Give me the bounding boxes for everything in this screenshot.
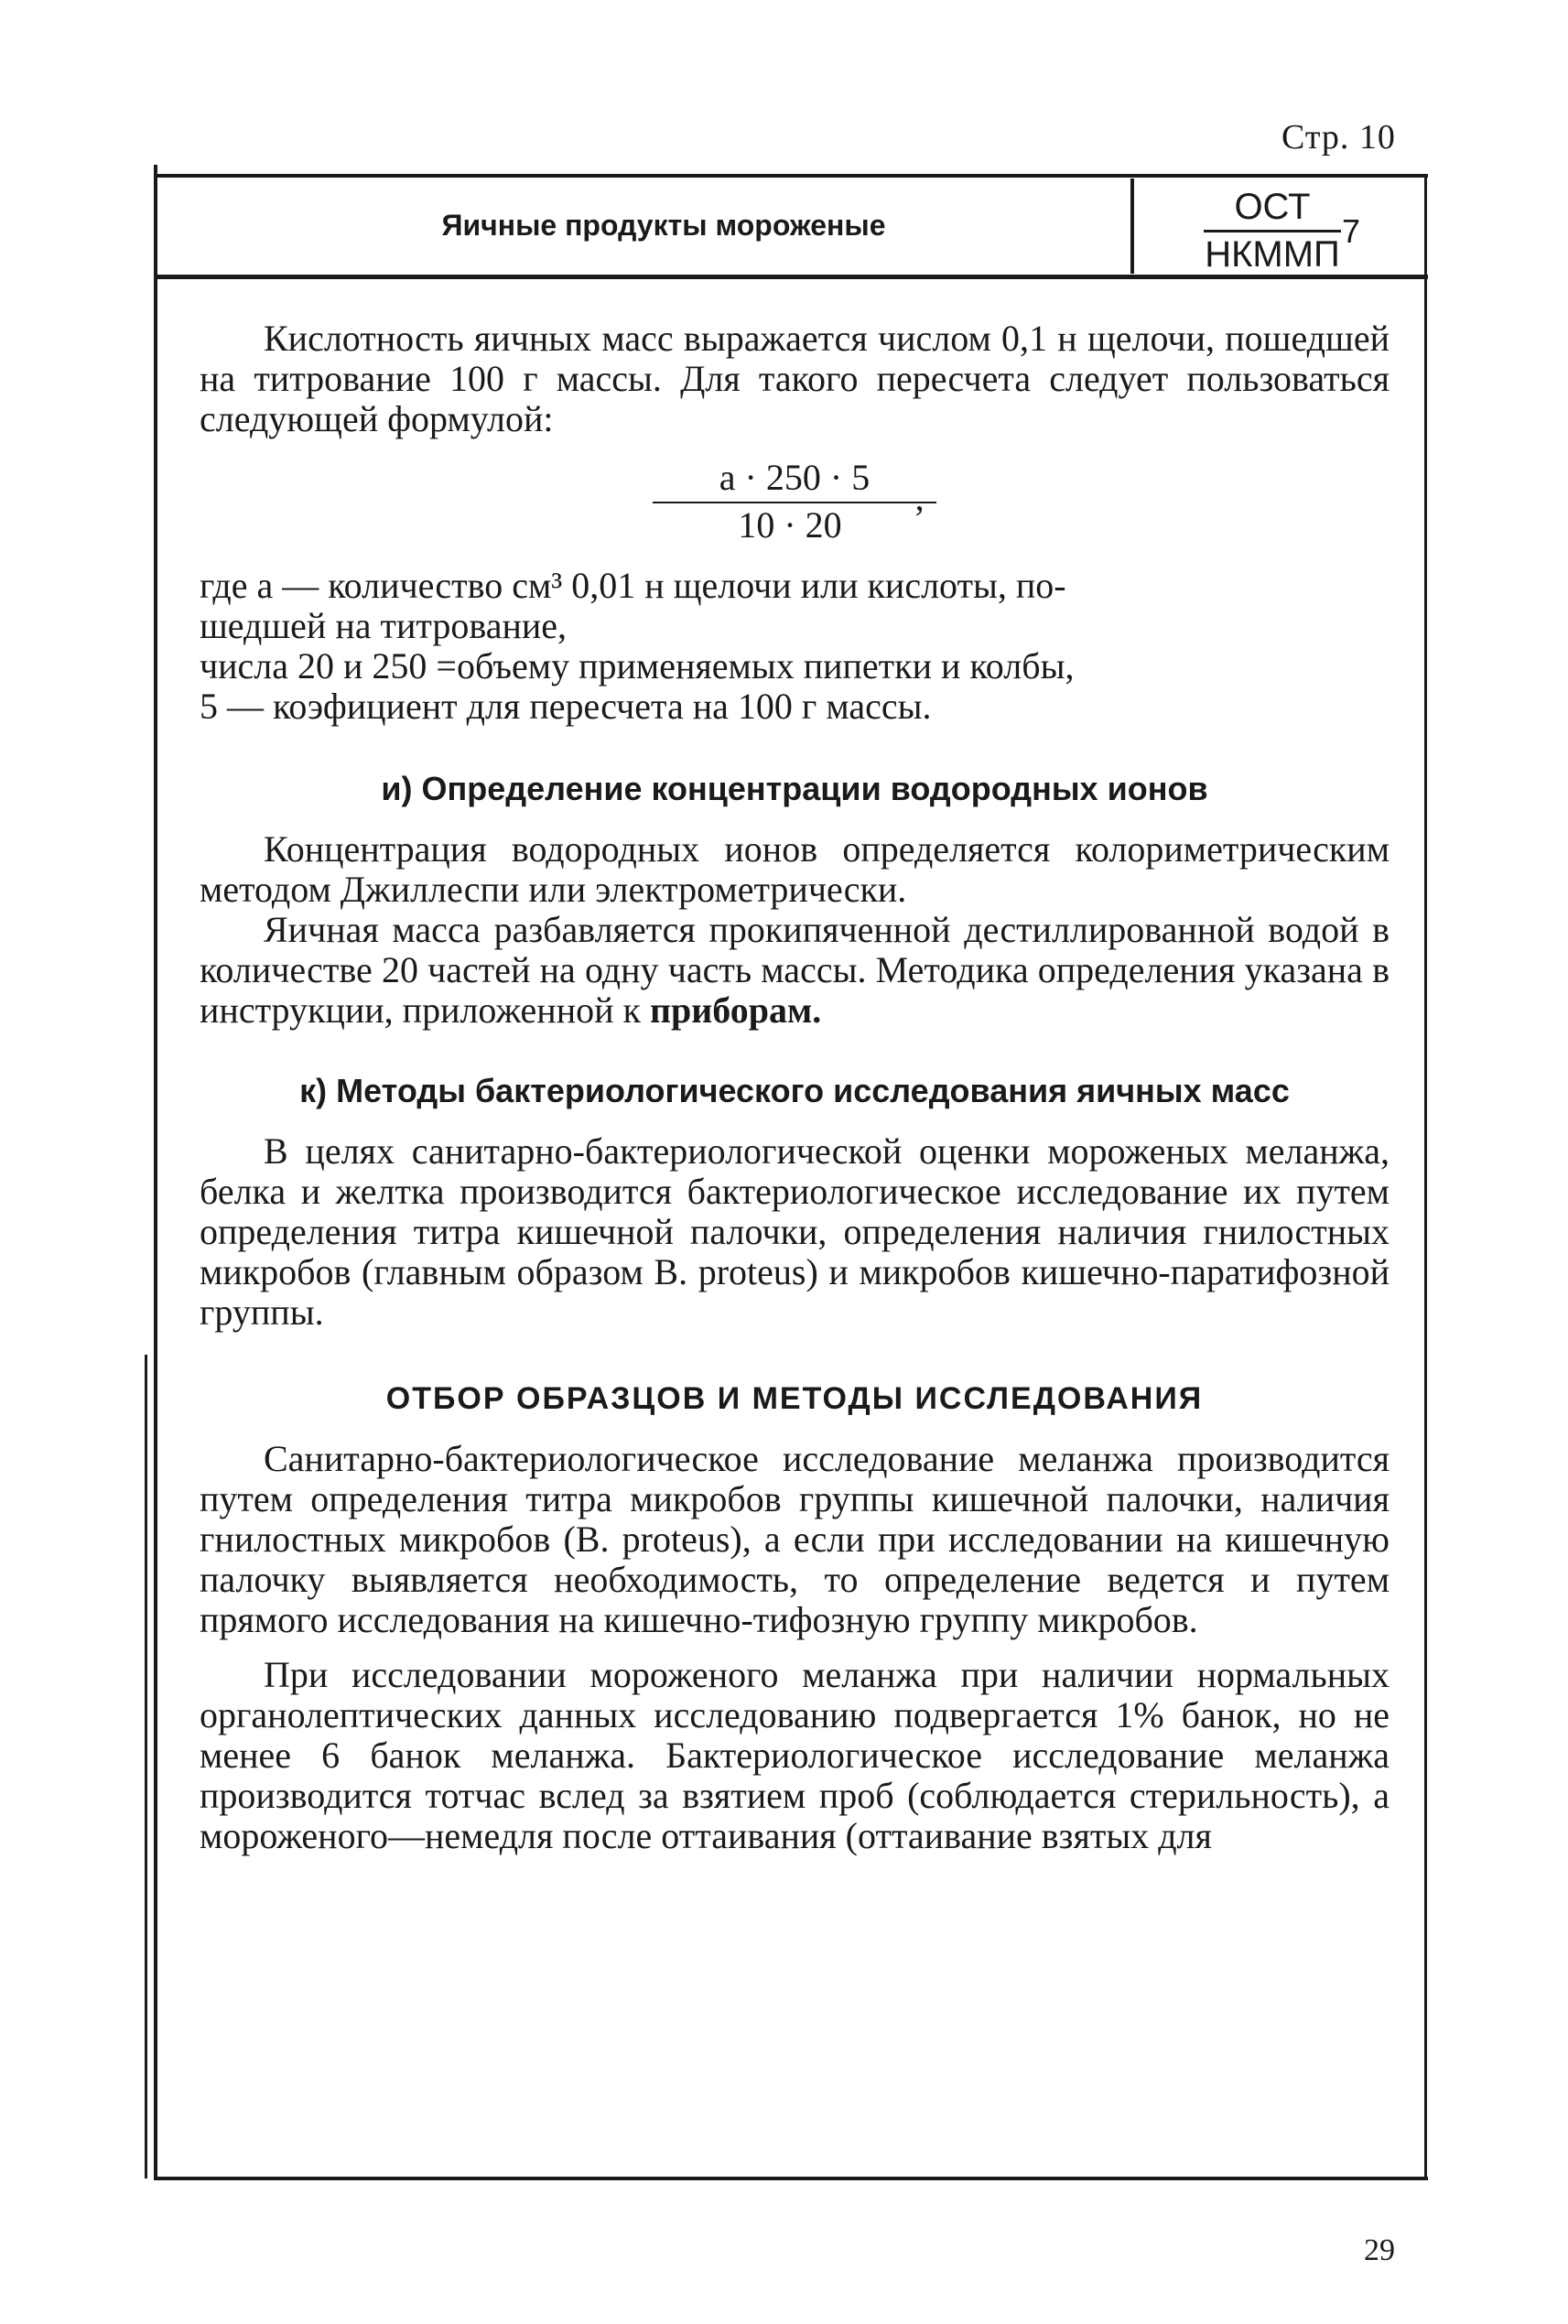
formula-numerator: a · 250 · 5	[719, 457, 871, 498]
document-title: Яичные продукты мороженые	[441, 209, 886, 242]
frame-left-rule	[154, 165, 157, 2178]
standard-code-bottom: НКММП	[1205, 234, 1340, 275]
formula-trailing-comma: ,	[914, 477, 925, 518]
standard-code-top: ОСТ	[1234, 187, 1311, 227]
heading-bacteriological-methods: к) Методы бактериологического исследования яичных масс	[299, 1072, 1290, 1109]
acidity-formula	[653, 458, 936, 546]
paragraph-sampling-2: При исследовании мороженого меланжа при наличии нормальных органолептических данных исследованию подвергается 1% банок, но не менее 6 банок меланжа. Бактериологическое исследование меланжа производится тотчас вслед за взятием проб (соблюдается стерильность), а мороженого—немедля после оттаивания (оттаивание взятых для	[200, 1654, 1390, 1856]
standard-code	[1181, 187, 1364, 276]
heading-sampling: ОТБОР ОБРАЗЦОВ И МЕТОДЫ ИССЛЕДОВАНИЯ	[385, 1381, 1204, 1416]
standard-number: 7	[1342, 212, 1361, 250]
frame-left-rule-outer	[145, 1355, 147, 2178]
frame-right-rule	[1424, 174, 1427, 2178]
paragraph-sampling-1: Санитарно-бактериологическое исследование меланжа производится путем определения титра микробов группы кишечной палочки, наличия гнилостных микробов (B. proteus), а если при исследовании на кишечную палочку выявляется необходимость, то определение ведется и путем прямого исследования на кишечно-тифозную группу микробов.	[200, 1438, 1390, 1640]
heading-hydrogen-ions: и) Определение концентрации водородных ионов	[381, 770, 1208, 807]
header-top-rule	[154, 174, 1428, 178]
paragraph-acidity: Кислотность яичных масс выражается числом 0,1 н щелочи, пошедшей на титрование 100 г массы. Для такого пересчета следует пользоваться следующей формулой:	[200, 318, 1390, 439]
standard-code-divider	[1204, 230, 1341, 232]
page-number: 29	[1364, 2233, 1395, 2267]
page-content	[200, 319, 1390, 1856]
paragraph-sanitary-assessment: В целях санитарно-бактериологической оценки мороженых меланжа, белка и желтка производится бактериологическое исследование их путем определения титра кишечной палочки, определения наличия гнилостных микробов (главным образом B. proteus) и микробов кишечно-паратифозной группы.	[200, 1130, 1390, 1333]
header-separator	[1130, 178, 1134, 274]
formula-where-line-2: числа 20 и 250 =объему применяемых пипетки и колбы,	[200, 645, 1075, 686]
footer-rule	[154, 2177, 1428, 2180]
formula-where-line-1: где a — количество см³ 0,01 н щелочи или кислоты, по-	[200, 565, 1066, 606]
paragraph-dilution-text: Яичная масса разбавляется прокипяченной дестиллированной водой в количестве 20 частей на одну часть массы. Методика определения указана в инструкции, приложенной к	[200, 909, 1390, 1031]
paragraph-dilution	[200, 910, 1390, 1031]
paragraph-concentration: Концентрация водородных ионов определяется колориметрическим методом Джиллеспи или электрометрически.	[200, 828, 1390, 910]
page-label: Стр. 10	[1281, 118, 1396, 157]
paragraph-dilution-end: приборам.	[649, 989, 822, 1031]
formula-where-line-1b: шедшей на титрование,	[200, 605, 568, 646]
formula-where-line-3: 5 — коэфициент для пересчета на 100 г массы.	[200, 686, 932, 727]
formula-denominator: 10 · 20,	[738, 477, 925, 546]
